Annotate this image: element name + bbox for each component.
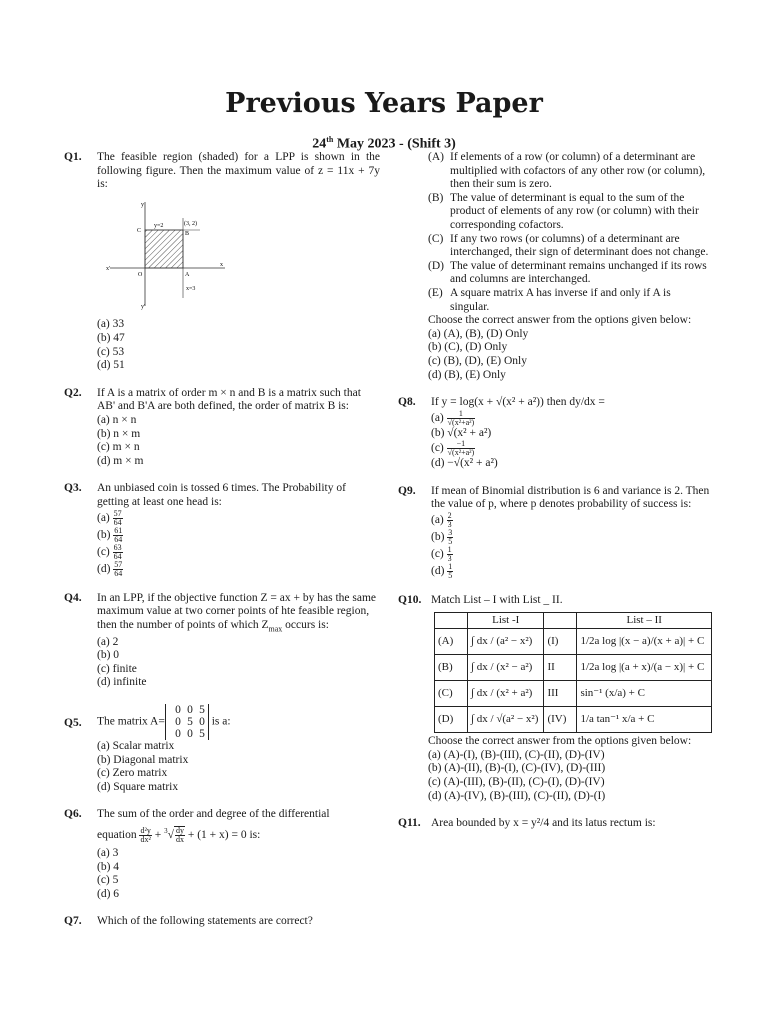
option: (b) (A)-(II), (B)-(I), (C)-(IV), (D)-(III): [428, 762, 606, 775]
option: (b) √(x² + a²): [431, 426, 492, 439]
numerator: 63: [113, 542, 122, 552]
matrix-cell: 0: [199, 715, 205, 728]
question-number: Q3.: [64, 482, 82, 495]
question-text: An unbiased coin is tossed 6 times. The Probability of getting at least one head is:: [97, 482, 346, 508]
cell-list-1: ∫ dx / (x² − a²): [468, 655, 544, 681]
option: (a) n × n: [97, 413, 137, 426]
question-3: [64, 482, 380, 577]
option-label: (d): [431, 565, 445, 578]
option: (d) (A)-(IV), (B)-(III), (C)-(II), (D)-(I): [428, 789, 606, 802]
left-column: [64, 151, 380, 929]
option: [97, 544, 380, 561]
table-row: [435, 681, 712, 707]
question-number: Q2.: [64, 386, 82, 399]
option: (c) (B), (D), (E) Only: [428, 354, 527, 367]
matrix-prefix: The matrix A=: [97, 715, 165, 728]
matrix-cell: 5: [199, 727, 205, 740]
question-number: Q7.: [64, 915, 82, 928]
exam-subtitle: [0, 135, 768, 153]
feasible-region: [145, 230, 183, 268]
statement-label: (E): [428, 286, 443, 299]
question-text: If A is a matrix of order m × n and B is a matrix such that AB' and B'A are both defined, the order of matrix B is:: [97, 386, 361, 413]
question-text: If mean of Binomial distribution is 6 and variance is 2. Then the value of p, where p denotes probability of success is:: [431, 484, 710, 511]
question-2: [64, 387, 380, 469]
label-x: x: [220, 261, 223, 268]
option-label: (d): [97, 562, 111, 575]
option: (c) finite: [97, 662, 137, 675]
cell-roman: II: [544, 655, 577, 681]
fraction: [447, 563, 453, 580]
option: [431, 546, 710, 563]
label-a: A: [185, 271, 190, 278]
cell-label: (D): [435, 707, 468, 733]
option: [431, 440, 710, 457]
statement-text: The value of determinant remains unchanged if its rows and columns are interchanged.: [450, 259, 707, 286]
denominator: 5: [448, 571, 453, 581]
statement: [428, 151, 710, 192]
statement-text: The value of determinant is equal to the sum of the product of elements of any row (or column) with their corresponding cofactors.: [450, 191, 699, 231]
cell-list-1: ∫ dx / √(a² − x²): [468, 707, 544, 733]
subscript: max: [268, 623, 283, 633]
option: (b) 47: [97, 331, 125, 344]
question-text: The sum of the order and degree of the differential: [97, 808, 330, 821]
table-row: [435, 707, 712, 733]
cell-roman: III: [544, 681, 577, 707]
question-number: Q9.: [398, 484, 416, 497]
statement-text: If any two rows (or columns) of a determinant are interchanged, their sign of determinant does not change.: [450, 232, 709, 259]
question-text: Area bounded by x = y²/4 and its latus rectum is:: [431, 817, 656, 830]
subtitle-sup: th: [326, 135, 334, 144]
option: (c) 5: [97, 874, 119, 887]
statement: [428, 287, 710, 314]
fraction: [113, 510, 123, 527]
label-b: B: [185, 230, 190, 237]
option: (c) 53: [97, 345, 125, 358]
question-1: [64, 151, 380, 373]
numerator: 3: [448, 528, 453, 538]
cell-roman: (IV): [544, 707, 577, 733]
question-8: [398, 396, 710, 471]
question-number: Q11.: [398, 817, 421, 830]
matrix-cell: 0: [175, 703, 181, 716]
matrix-cell: 5: [187, 715, 193, 728]
choose-instruction: Choose the correct answer from the options given below:: [428, 735, 692, 748]
right-column: [398, 151, 710, 831]
matrix-cell: 0: [175, 715, 181, 728]
option: (d) 6: [97, 887, 120, 900]
option: (d) infinite: [97, 676, 147, 689]
label-y: y: [141, 201, 144, 208]
option: [431, 410, 710, 427]
option-label: (b): [97, 528, 111, 541]
denominator: 3: [447, 554, 452, 564]
page-title: Previous Years Paper: [225, 88, 543, 119]
statement-label: (A): [428, 151, 444, 163]
question-text: If y = log(x + √(x² + a²)) then dy/dx =: [431, 396, 605, 409]
option: (b) 0: [97, 649, 120, 662]
option: (a) Scalar matrix: [97, 739, 175, 752]
question-text-end: occurs is:: [282, 618, 329, 631]
statement: [428, 192, 710, 233]
subtitle-date: 24: [312, 136, 327, 152]
denominator: 64: [113, 517, 122, 527]
option: (a) (A), (B), (D) Only: [428, 327, 529, 340]
fraction: [447, 529, 453, 546]
option: (d) m × m: [97, 454, 144, 467]
cell-roman: (I): [544, 629, 577, 655]
numerator: 61: [114, 525, 123, 535]
matrix: [165, 704, 209, 740]
equation-label: equation: [97, 828, 137, 841]
option: [97, 561, 380, 578]
fraction: [113, 544, 123, 561]
option: (b) n × m: [97, 427, 141, 440]
lpp-figure: [105, 198, 380, 315]
label-yprime: y': [141, 303, 146, 310]
option: (d) (B), (E) Only: [428, 368, 506, 381]
statement-text: If elements of a row (or column) of a determinant are multiplied with cofactors of any other row (or column), then their sum is zero.: [450, 151, 706, 191]
fraction: [447, 546, 453, 563]
matrix-cell: 0: [175, 727, 181, 740]
label-xprime: x': [106, 265, 111, 272]
question-10: [398, 594, 710, 608]
fraction: $\frac{1}{\text{√(x²+a²)}}$: [447, 408, 475, 427]
cell-label: (B): [435, 655, 468, 681]
numerator: 57: [114, 559, 123, 569]
cell-label: (A): [435, 629, 468, 655]
question-text: Match List – I with List _ II.: [431, 594, 563, 607]
list-1-header: List -I: [468, 612, 544, 629]
question-text-main: In an LPP, if the objective function Z = ax + by has the same maximum value at two corner points of hte feasible region, then the number of points of which Z: [97, 591, 377, 631]
question-4: [64, 592, 380, 690]
question-number: Q4.: [64, 591, 82, 604]
question-number: Q6.: [64, 808, 82, 821]
statement-text: A square matrix A has inverse if and only if A is singular.: [450, 286, 671, 313]
table-row: [435, 655, 712, 681]
question-text: [97, 704, 380, 740]
first-derivative: $\frac{dy}{dx}$: [175, 826, 184, 845]
question-number: Q1.: [64, 151, 82, 163]
option: (c) (A)-(III), (B)-(II), (C)-(I), (D)-(IV): [428, 776, 605, 789]
statement: [428, 260, 710, 287]
numerator: 2: [447, 511, 452, 521]
option-label: (b): [431, 531, 445, 544]
label-y2: y=2: [154, 222, 164, 229]
question-number: Q5.: [64, 716, 82, 729]
question-7: [64, 915, 380, 929]
option: (d) −√(x² + a²): [431, 457, 498, 470]
matrix-cell: 0: [187, 703, 193, 716]
question-text: The feasible region (shaded) for a LPP is shown in the following figure. Then the maximum value of z = 11x + 7y is:: [97, 151, 380, 191]
question-number: Q10.: [398, 594, 422, 607]
question-9: [398, 485, 710, 580]
option: (a) (A)-(I), (B)-(III), (C)-(II), (D)-(IV): [428, 748, 605, 761]
option: [97, 510, 380, 527]
numerator: 1: [447, 545, 452, 555]
matrix-cell: 0: [187, 727, 193, 740]
option: [97, 527, 380, 544]
option: [431, 563, 710, 580]
fraction: [113, 561, 123, 578]
match-table: [434, 612, 712, 734]
second-derivative: $\frac{\text{d²y}}{\text{dx²}}$: [140, 825, 151, 844]
cell-list-2: sin⁻¹ (x/a) + C: [577, 681, 712, 707]
option: (a) 33: [97, 318, 125, 331]
question-number: Q8.: [398, 396, 416, 409]
option: (a) 2: [97, 635, 119, 648]
option: (b) (C), (D) Only: [428, 341, 508, 354]
table-header-row: [435, 612, 712, 629]
cell-label: (C): [435, 681, 468, 707]
label-x3: x=3: [186, 285, 196, 292]
fraction: [113, 527, 123, 544]
question-11: [398, 817, 710, 831]
choose-instruction: Choose the correct answer from the options given below:: [428, 314, 692, 327]
question-text: [97, 592, 380, 636]
cell-list-2: 1/a tan⁻¹ x/a + C: [577, 707, 712, 733]
label-o: O: [138, 271, 143, 278]
option: (c) m × n: [97, 441, 140, 454]
option: (a) 3: [97, 847, 119, 860]
denominator: 5: [448, 537, 453, 547]
option-label: (c): [431, 548, 444, 561]
statement-label: (C): [428, 232, 444, 245]
numerator: 57: [113, 508, 122, 518]
subtitle-rest: May 2023 - (Shift 3): [333, 136, 456, 152]
question-6: [64, 808, 380, 901]
matrix-cell: 5: [199, 703, 205, 716]
equation-rest: + (1 + x) = 0 is:: [184, 828, 261, 841]
option: (b) 4: [97, 860, 120, 873]
numerator: 1: [448, 562, 453, 572]
lpp-graph: [105, 198, 230, 310]
denominator: 3: [447, 520, 452, 530]
statement: [428, 233, 710, 260]
option-label: (c): [431, 442, 444, 455]
cell-list-1: ∫ dx / (a² − x²): [468, 629, 544, 655]
option-label: (a): [431, 411, 444, 424]
denominator: 64: [113, 551, 122, 561]
statement-label: (D): [428, 259, 444, 272]
label-point: (3, 2): [184, 220, 197, 227]
table-row: [435, 629, 712, 655]
cell-list-2: 1/2a log |(a + x)/(a − x)| + C: [577, 655, 712, 681]
denominator: 64: [114, 568, 123, 578]
option: [431, 512, 710, 529]
equation: equation $\frac{\text{d²y}}{\text{dx²}}$ + $^3$√ $\frac{dy}{dx}$ + (1 + x) = 0 is:: [97, 825, 261, 845]
q7-statements: [398, 151, 710, 382]
cell-list-1: ∫ dx / (x² + a²): [468, 681, 544, 707]
fraction: [447, 512, 453, 529]
question-text: Which of the following statements are correct?: [97, 915, 313, 928]
denominator: 64: [114, 534, 123, 544]
option: (b) Diagonal matrix: [97, 753, 189, 766]
option: (d) 51: [97, 359, 125, 372]
q10-body: [398, 612, 710, 804]
statement-label: (B): [428, 191, 444, 204]
matrix-suffix: is a:: [208, 715, 231, 728]
option: [431, 529, 710, 546]
option: (c) Zero matrix: [97, 767, 168, 780]
label-c: C: [137, 227, 142, 234]
question-5: [64, 704, 380, 794]
option: (d) Square matrix: [97, 780, 179, 793]
option-label: (c): [97, 545, 110, 558]
cell-list-2: 1/2a log |(x − a)/(x + a)| + C: [577, 629, 712, 655]
list-2-header: List – II: [577, 612, 712, 629]
fraction: $\frac{-1}{\text{√(x²+a²)}}$: [447, 439, 475, 458]
option-label: (a): [97, 511, 110, 524]
option-label: (a): [431, 514, 444, 527]
